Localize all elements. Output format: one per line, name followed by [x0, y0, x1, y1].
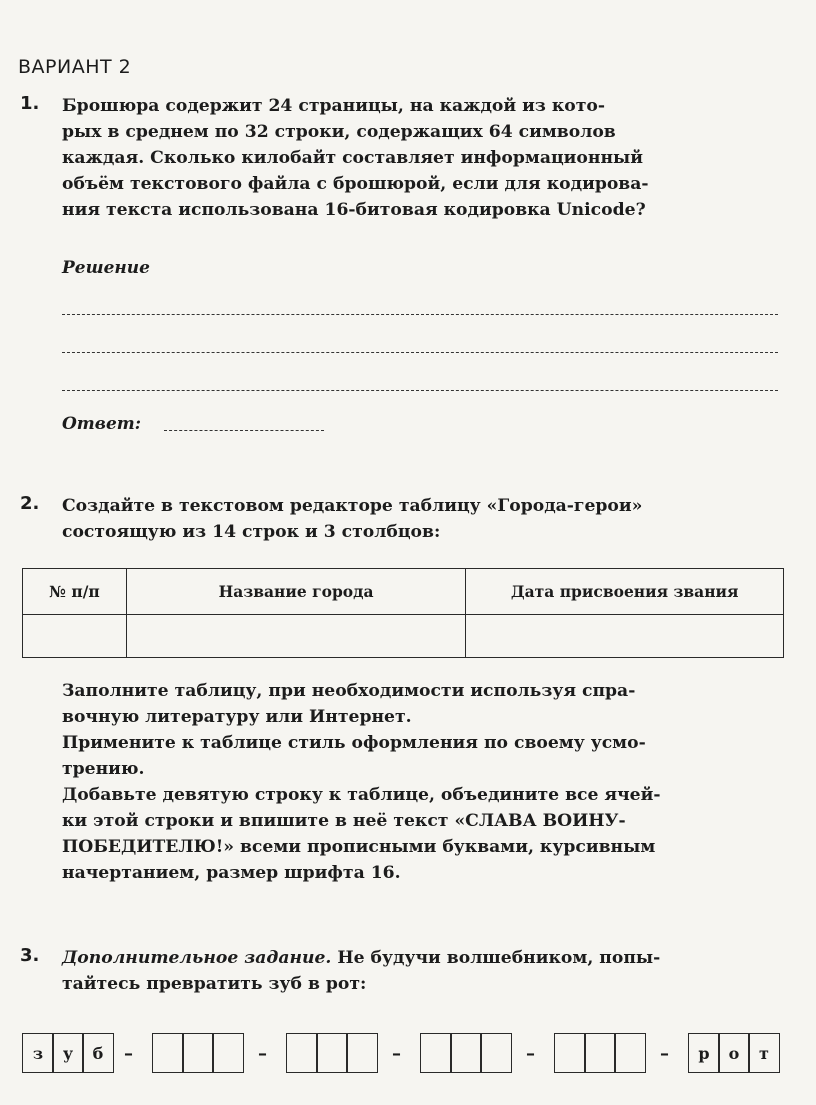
- table-cell[interactable]: [23, 615, 127, 658]
- empty-letter-box[interactable]: [286, 1033, 318, 1073]
- separator: –: [124, 1043, 133, 1064]
- header-city-name: Название города: [126, 569, 466, 615]
- letter-box: о: [718, 1033, 750, 1073]
- letter-box: у: [52, 1033, 84, 1073]
- instruction-line: вочную литературу или Интернет.: [62, 707, 412, 727]
- separator: –: [258, 1043, 267, 1064]
- letter-box: р: [688, 1033, 720, 1073]
- task-2-instructions: [62, 678, 778, 886]
- instruction-line: трению.: [62, 759, 145, 779]
- task-3-line-1: [62, 945, 796, 971]
- solution-label: Решение: [62, 258, 150, 278]
- instruction-line: Заполните таблицу, при необходимости используя спра-: [62, 681, 636, 701]
- task-1-line: ния текста использована 16-битовая кодировка Unicode?: [62, 200, 646, 220]
- variant-heading: ВАРИАНТ 2: [18, 56, 132, 78]
- task-3-text-1: Не будучи волшебником, попы-: [337, 948, 661, 968]
- separator: –: [660, 1043, 669, 1064]
- empty-letter-box[interactable]: [152, 1033, 184, 1073]
- letter-box: т: [748, 1033, 780, 1073]
- task-1-number: 1.: [20, 93, 40, 114]
- table-cell[interactable]: [126, 615, 466, 658]
- header-date: Дата присвоения звания: [466, 569, 784, 615]
- word-ladder: [22, 1033, 792, 1077]
- task-2-number: 2.: [20, 493, 40, 514]
- header-number: № п/п: [23, 569, 127, 615]
- task-2-text: [62, 493, 796, 545]
- letter-box: з: [22, 1033, 54, 1073]
- answer-label: Ответ:: [62, 414, 142, 434]
- cities-table: [22, 568, 784, 658]
- separator: –: [392, 1043, 401, 1064]
- empty-letter-box[interactable]: [212, 1033, 244, 1073]
- task-2-line: Создайте в текстовом редакторе таблицу «Города-герои»: [62, 496, 643, 516]
- table-header-row: [23, 569, 784, 615]
- solution-line-3[interactable]: [62, 390, 778, 391]
- task-3-label: Дополнительное задание.: [62, 948, 332, 968]
- task-2-line: состоящую из 14 строк и 3 столбцов:: [62, 522, 441, 542]
- table-cell[interactable]: [466, 615, 784, 658]
- empty-letter-box[interactable]: [554, 1033, 586, 1073]
- task-3-number: 3.: [20, 945, 40, 966]
- task-1-line: каждая. Сколько килобайт составляет информационный: [62, 148, 644, 168]
- instruction-line: ки этой строки и впишите в неё текст «СЛАВА ВОИНУ-: [62, 811, 626, 831]
- instruction-line: Добавьте девятую строку к таблице, объедините все ячей-: [62, 785, 661, 805]
- instruction-line: Примените к таблице стиль оформления по своему усмо-: [62, 733, 646, 753]
- letter-box: б: [82, 1033, 114, 1073]
- empty-letter-box[interactable]: [584, 1033, 616, 1073]
- task-1-text: [62, 93, 796, 223]
- separator: –: [526, 1043, 535, 1064]
- empty-letter-box[interactable]: [316, 1033, 348, 1073]
- empty-letter-box[interactable]: [480, 1033, 512, 1073]
- empty-letter-box[interactable]: [346, 1033, 378, 1073]
- task-3-text: [62, 945, 796, 997]
- instruction-line: ПОБЕДИТЕЛЮ!» всеми прописными буквами, курсивным: [62, 837, 656, 857]
- solution-line-1[interactable]: [62, 314, 778, 315]
- empty-letter-box[interactable]: [450, 1033, 482, 1073]
- task-1-line: Брошюра содержит 24 страницы, на каждой из кото-: [62, 96, 605, 116]
- solution-line-2[interactable]: [62, 352, 778, 353]
- task-1-line: объём текстового файла с брошюрой, если для кодирова-: [62, 174, 649, 194]
- answer-line[interactable]: [164, 430, 324, 431]
- task-3-text-2: тайтесь превратить зуб в рот:: [62, 974, 367, 994]
- empty-letter-box[interactable]: [420, 1033, 452, 1073]
- task-1-line: рых в среднем по 32 строки, содержащих 64 символов: [62, 122, 616, 142]
- instruction-line: начертанием, размер шрифта 16.: [62, 863, 401, 883]
- empty-letter-box[interactable]: [182, 1033, 214, 1073]
- empty-letter-box[interactable]: [614, 1033, 646, 1073]
- table-row: [23, 615, 784, 658]
